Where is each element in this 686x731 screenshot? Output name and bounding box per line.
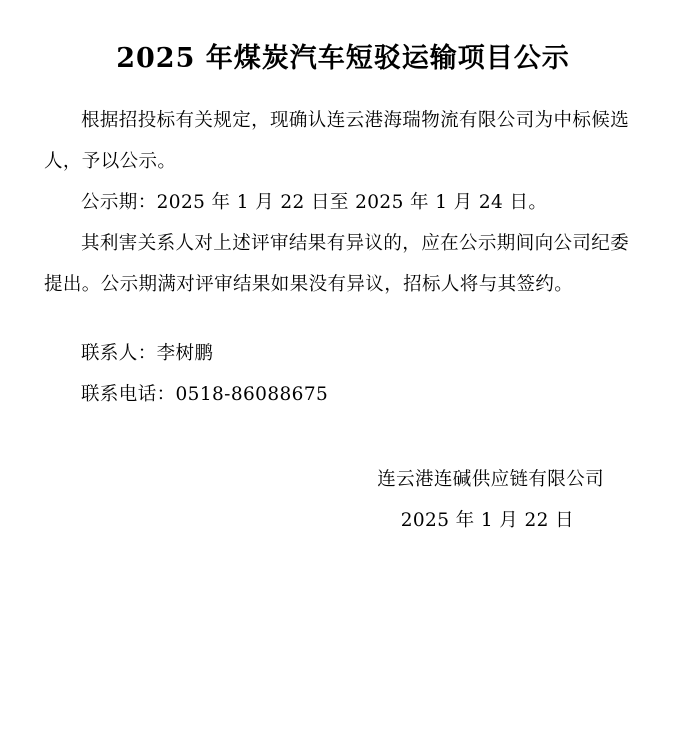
- page-title: 2025 年煤炭汽车短驳运输项目公示: [116, 43, 570, 74]
- contact-block: [44, 333, 642, 415]
- paragraph-objection-process: 其利害关系人对上述评审结果有异议的，应在公示期间向公司纪委提出。公示期满对评审结果如果没有异议，招标人将与其签约。: [44, 232, 630, 295]
- paragraph-publicity-period: 公示期：2025 年 1 月 22 日至 2025 年 1 月 24 日。: [81, 191, 548, 213]
- contact-person: 联系人：李树鹏: [81, 342, 214, 364]
- body-content: [44, 100, 642, 305]
- paragraph-award-confirmation: 根据招投标有关规定，现确认连云港海瑞物流有限公司为中标候选人，予以公示。: [44, 109, 630, 172]
- contact-phone: 联系电话：0518-86088675: [81, 383, 329, 405]
- signature-organization: 连云港连碱供应链有限公司: [377, 468, 604, 490]
- signature-block: [44, 459, 642, 541]
- signature-date: 2025 年 1 月 22 日: [400, 509, 574, 531]
